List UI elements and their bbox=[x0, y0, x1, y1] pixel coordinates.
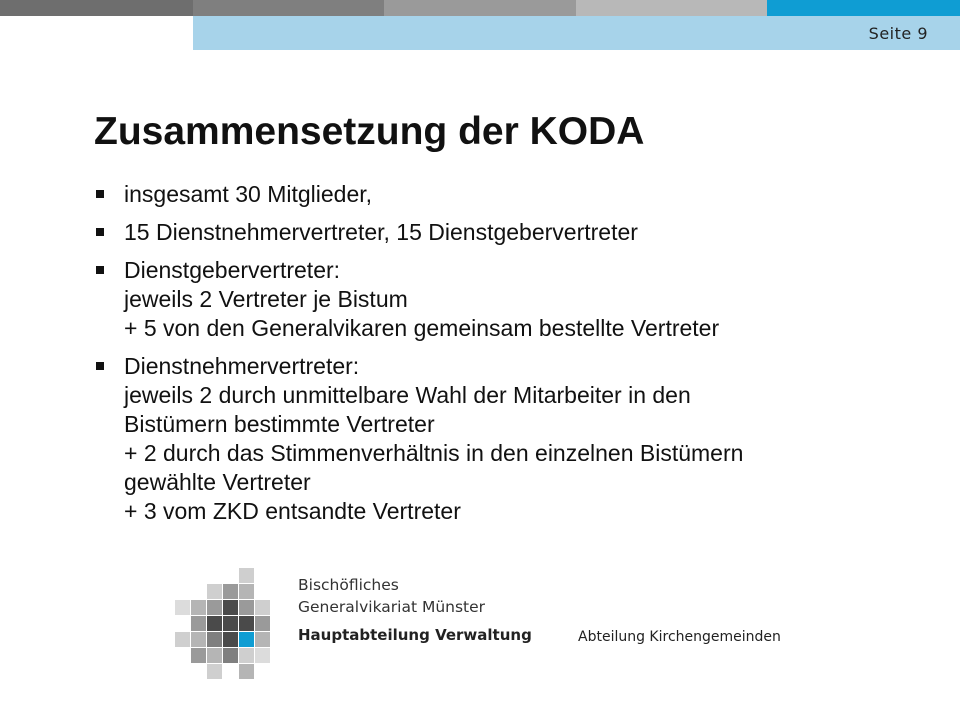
top-bar-segment bbox=[384, 0, 576, 16]
logo-tile bbox=[239, 616, 254, 631]
bullet-text-line: + 3 vom ZKD entsandte Vertreter bbox=[124, 498, 461, 524]
top-bar-segment bbox=[193, 0, 384, 16]
page-number: Seite 9 bbox=[868, 24, 928, 43]
bullet-item bbox=[96, 218, 896, 247]
header-band bbox=[193, 16, 960, 50]
bullet-square-icon bbox=[96, 228, 104, 236]
logo-tile bbox=[239, 664, 254, 679]
logo-tile bbox=[223, 632, 238, 647]
bullet-text-line: Bistümern bestimmte Vertreter bbox=[124, 411, 435, 437]
bullet-text-line: jeweils 2 Vertreter je Bistum bbox=[124, 286, 408, 312]
logo-tile bbox=[239, 584, 254, 599]
logo-tile bbox=[207, 632, 222, 647]
top-bar-segment bbox=[576, 0, 767, 16]
bullet-item bbox=[96, 180, 896, 209]
diocese-logo-icon bbox=[175, 568, 287, 680]
logo-tile bbox=[191, 648, 206, 663]
bullet-text-line: gewählte Vertreter bbox=[124, 469, 311, 495]
bullet-text-line: Dienstnehmervertreter: bbox=[124, 353, 360, 379]
bullet-text-line: + 5 von den Generalvikaren gemeinsam bestellte Vertreter bbox=[124, 315, 720, 341]
department-label: Abteilung Kirchengemeinden bbox=[578, 629, 781, 645]
bullet-square-icon bbox=[96, 266, 104, 274]
top-bar-segment bbox=[0, 0, 193, 16]
logo-tile bbox=[175, 600, 190, 615]
logo-tile bbox=[255, 632, 270, 647]
logo-tile bbox=[223, 600, 238, 615]
logo-text bbox=[298, 574, 532, 646]
logo-tile bbox=[255, 648, 270, 663]
bullet-square-icon bbox=[96, 190, 104, 198]
logo-tile bbox=[207, 584, 222, 599]
logo-tile bbox=[239, 568, 254, 583]
logo-tile bbox=[239, 648, 254, 663]
logo-tile bbox=[191, 600, 206, 615]
logo-tile bbox=[239, 632, 254, 647]
logo-tile bbox=[223, 616, 238, 631]
bullet-text-line: + 2 durch das Stimmenverhältnis in den einzelnen Bistümern bbox=[124, 440, 744, 466]
logo-tile bbox=[191, 632, 206, 647]
top-bar-segment-accent bbox=[767, 0, 960, 16]
logo-tile bbox=[191, 616, 206, 631]
logo-tile bbox=[223, 584, 238, 599]
bullet-text-line: Dienstgebervertreter: bbox=[124, 257, 341, 283]
bullet-text-line: 15 Dienstnehmervertreter, 15 Dienstgebervertreter bbox=[124, 219, 638, 245]
logo-tile bbox=[175, 632, 190, 647]
logo-tile bbox=[207, 616, 222, 631]
logo-line-3: Hauptabteilung Verwaltung bbox=[298, 626, 532, 644]
bullet-text-line: insgesamt 30 Mitglieder, bbox=[124, 181, 373, 207]
bullet-square-icon bbox=[96, 362, 104, 370]
logo-tile bbox=[255, 600, 270, 615]
logo-tile bbox=[255, 616, 270, 631]
slide-title: Zusammensetzung der KODA bbox=[94, 110, 645, 153]
bullet-list bbox=[96, 180, 896, 535]
bullet-item bbox=[96, 256, 896, 343]
bullet-item bbox=[96, 352, 896, 526]
logo-line-2: Generalvikariat Münster bbox=[298, 598, 486, 616]
logo-tile bbox=[207, 664, 222, 679]
logo-line-1: Bischöfliches bbox=[298, 576, 399, 594]
logo-tile bbox=[223, 648, 238, 663]
logo-tile bbox=[239, 600, 254, 615]
logo-tile bbox=[207, 648, 222, 663]
bullet-text-line: jeweils 2 durch unmittelbare Wahl der Mitarbeiter in den bbox=[124, 382, 691, 408]
logo-tile bbox=[207, 600, 222, 615]
top-color-bar bbox=[0, 0, 960, 16]
